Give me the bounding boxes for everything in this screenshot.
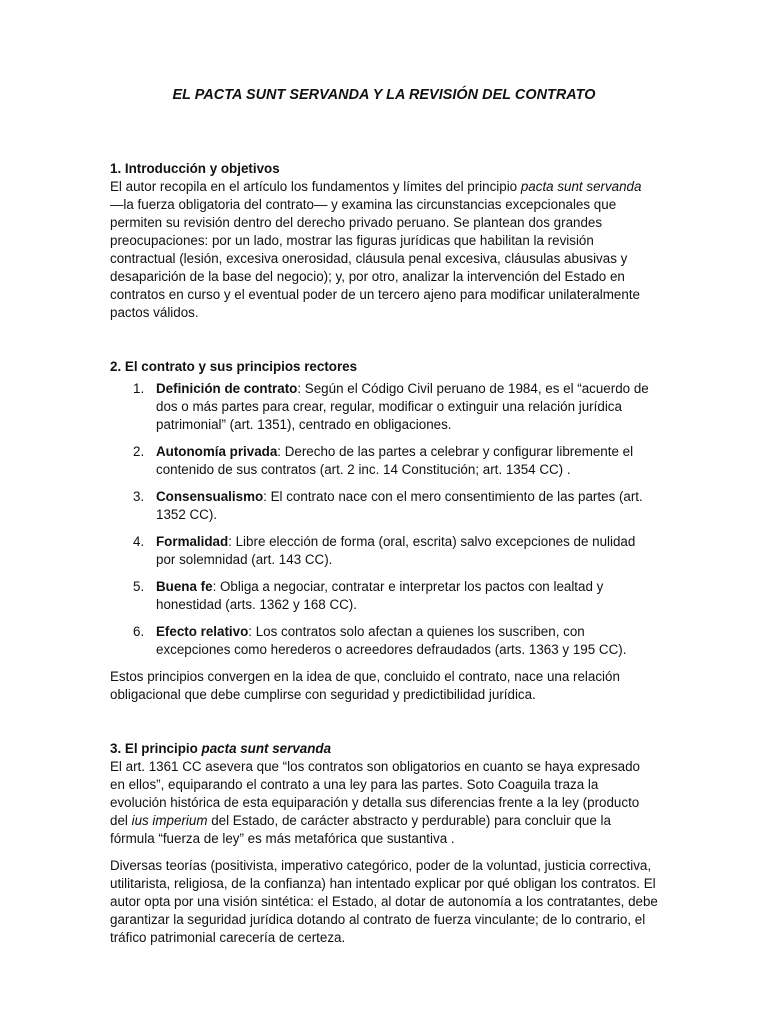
section-introduccion bbox=[110, 160, 658, 322]
list-item: 6. Efecto relativo: Los contratos solo afectan a quienes los suscriben, con excepciones como herederos o acreedores defraudados (arts. 1363 y 195 CC). bbox=[133, 624, 627, 657]
section-principios bbox=[110, 358, 658, 704]
section-heading: 3. El principio pacta sunt servanda bbox=[110, 741, 332, 756]
section-heading: 1. Introducción y objetivos bbox=[110, 161, 280, 176]
principles-list bbox=[110, 380, 658, 659]
list-item: 2. Autonomía privada: Derecho de las partes a celebrar y configurar libremente el contenido de sus contratos (art. 2 inc. 14 Constitución; art. 1354 CC) . bbox=[133, 444, 634, 477]
section-paragraph: Diversas teorías (positivista, imperativo categórico, poder de la voluntad, justicia correctiva, utilitarista, religiosa, de la confianza) han intentado explicar por qué obligan los contratos. El autor opta por una visión sintética: el Estado, al dotar de autonomía a los contratantes, debe garantizar la seguridad jurídica dotando al contrato de fuerza vinculante; de lo contrario, el tráfico patrimonial carecería de certeza. bbox=[110, 858, 658, 945]
list-item: 4. Formalidad: Libre elección de forma (oral, escrita) salvo excepciones de nulidad por solemnidad (art. 143 CC). bbox=[133, 534, 636, 567]
section-heading: 2. El contrato y sus principios rectores bbox=[110, 359, 358, 374]
section-pacta-sunt-servanda bbox=[110, 740, 658, 947]
section-paragraph: Estos principios convergen en la idea de que, concluido el contrato, nace una relación obligacional que debe cumplirse con seguridad y predictibilidad jurídica. bbox=[110, 669, 620, 702]
list-item: 1. Definición de contrato: Según el Código Civil peruano de 1984, es el “acuerdo de dos o más partes para crear, regular, modificar o extinguir una relación jurídica patrimonial” (art. 1351), centrado en obligaciones. bbox=[133, 381, 649, 432]
document-title: EL PACTA SUNT SERVANDA Y LA REVISIÓN DEL CONTRATO bbox=[172, 87, 596, 103]
section-paragraph: El autor recopila en el artículo los fundamentos y límites del principio pacta sunt servanda —la fuerza obligatoria del contrato— y examina las circunstancias excepcionales que permiten su revisión dentro del derecho privado peruano. Se plantean dos grandes preocupaciones: por un lado, mostrar las figuras jurídicas que habilitan la revisión contractual (lesión, excesiva onerosidad, cláusula penal excesiva, cláusulas abusivas y desaparición de la base del negocio); y, por otro, analizar la intervención del Estado en contratos en curso y el eventual poder de un tercero ajeno para modificar unilateralmente pactos válidos. bbox=[110, 179, 642, 320]
section-paragraph: El art. 1361 CC asevera que “los contratos son obligatorios en cuanto se haya expresado en ellos”, equiparando el contrato a una ley para las partes. Soto Coaguila traza la evolución histórica de esta equiparación y detalla sus diferencias frente a la ley (producto del ius imperium del Estado, de carácter abstracto y perdurable) para concluir que la fórmula “fuerza de ley” es más metafórica que sustantiva . bbox=[110, 759, 640, 846]
list-item: 5. Buena fe: Obliga a negociar, contratar e interpretar los pactos con lealtad y honestidad (arts. 1362 y 168 CC). bbox=[133, 579, 604, 612]
list-item: 3. Consensualismo: El contrato nace con el mero consentimiento de las partes (art. 1352 CC). bbox=[133, 489, 643, 522]
